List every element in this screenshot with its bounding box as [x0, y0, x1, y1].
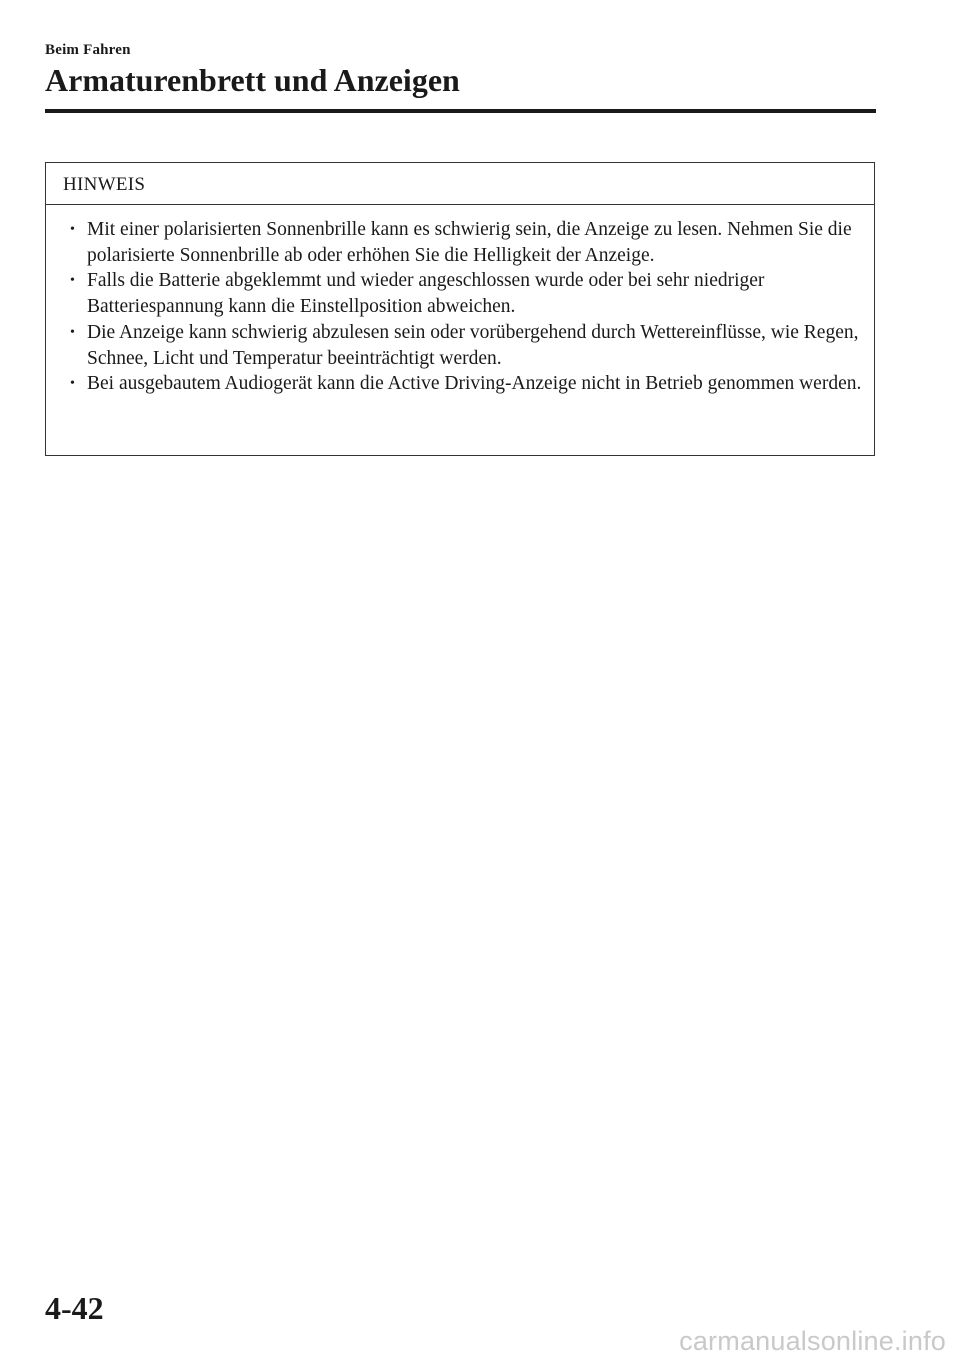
note-divider	[46, 204, 874, 205]
watermark: carmanualsonline.info	[679, 1326, 946, 1356]
section-label: Beim Fahren	[45, 42, 131, 58]
note-item	[46, 320, 874, 371]
bullet-icon: •	[70, 376, 75, 392]
note-item-text: Falls die Batterie abgeklemmt und wieder angeschlossen wurde oder bei sehr niedriger Batteriespannung kann die Einstellposition abweichen.	[87, 270, 765, 318]
bullet-icon: •	[70, 222, 75, 237]
note-item-text: Mit einer polarisierten Sonnenbrille kann es schwierig sein, die Anzeige zu lesen. Nehmen Sie die polarisierte Sonnenbrille ab oder erhöhen Sie die Helligkeit der Anzeige.	[87, 219, 852, 266]
note-item-text: Die Anzeige kann schwierig abzulesen sein oder vorübergehend durch Wettereinflüsse, wie Regen, Schnee, Licht und Temperatur beeinträchtigt werden.	[87, 321, 859, 369]
note-item	[46, 371, 874, 397]
note-box	[45, 162, 875, 456]
note-title: HINWEIS	[63, 174, 146, 195]
note-item	[46, 268, 874, 319]
note-item-text: Bei ausgebautem Audiogerät kann die Active Driving-Anzeige nicht in Betrieb genommen werden.	[87, 373, 862, 395]
note-item	[46, 217, 874, 268]
page-title: Armaturenbrett und Anzeigen	[45, 62, 460, 98]
note-list	[46, 217, 874, 397]
heading-rule	[45, 109, 876, 113]
bullet-icon: •	[70, 273, 75, 289]
bullet-icon: •	[70, 324, 75, 340]
page-number: 4-42	[45, 1290, 104, 1326]
